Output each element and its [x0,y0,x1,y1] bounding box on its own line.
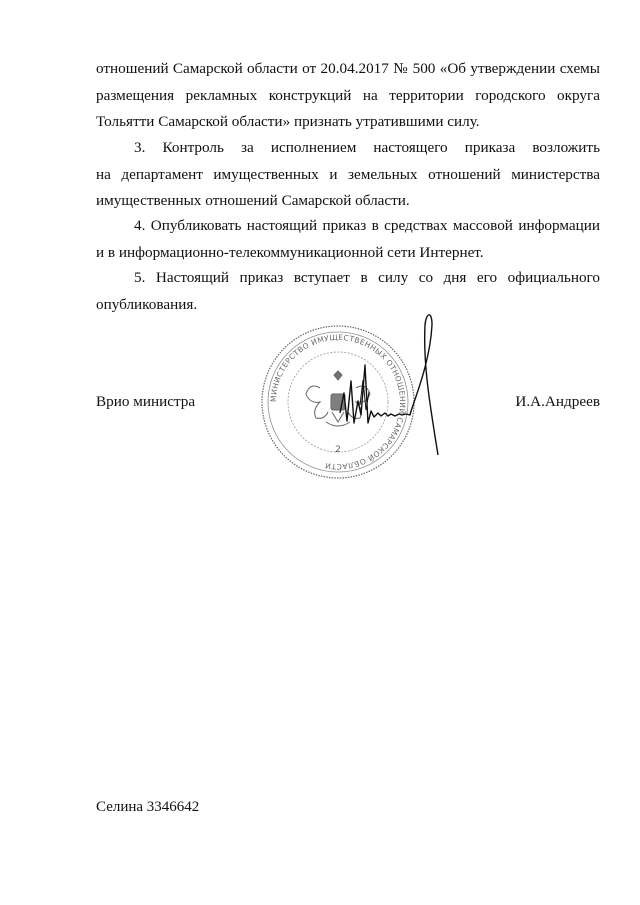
text-line: 5. Настоящий приказ вступает в силу со дня его официального [134,269,600,286]
seal-ring-text: МИНИСТЕРСТВО ИМУЩЕСТВЕННЫХ ОТНОШЕНИЙ САМАРСКОЙ ОБЛАСТИ [268,332,408,472]
text-line: имущественных отношений Самарской области. [96,192,410,209]
text-line: Тольятти Самарской области» признать утратившими силу. [96,113,480,130]
paragraph-repeal [96,56,600,136]
executor-note: Селина 3346642 [96,799,200,815]
text-line: опубликования. [96,295,198,313]
text-line: на департамент имущественных и земельных отношений министерства [96,165,600,183]
signature-block [96,393,600,419]
text-line: отношений Самарской области от 20.04.2017 № 500 «Об утверждении схемы [96,60,600,77]
signatory-name: И.А.Андреев [515,393,600,410]
handwritten-signature [320,305,470,465]
text-line: и в информационно-телекоммуникационной сети Интернет. [96,243,484,261]
paragraph-3-control [96,135,600,215]
signatory-position: Врио министра [96,393,196,410]
text-line: 3. Контроль за исполнением настоящего приказа возложить [134,139,600,156]
paragraph-4-publish [96,213,600,266]
text-line: размещения рекламных конструкций на территории городского округа [96,86,600,104]
seal-number: 2 [335,445,341,455]
text-line: 4. Опубликовать настоящий приказ в средствах массовой информации [134,217,600,234]
